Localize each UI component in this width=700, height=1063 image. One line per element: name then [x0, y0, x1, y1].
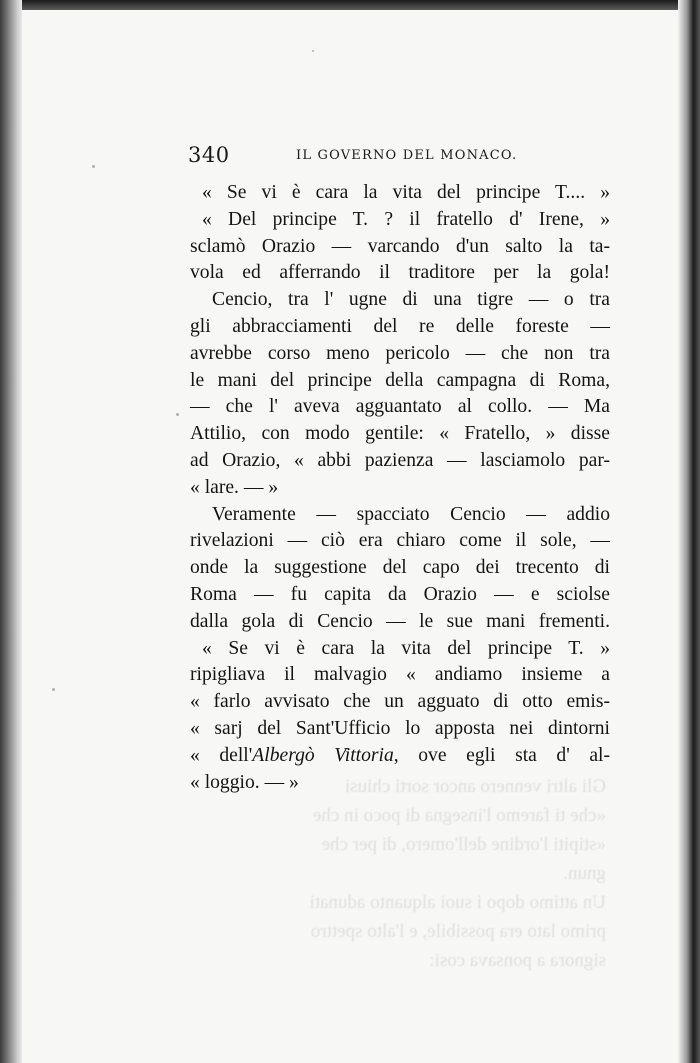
text-line: dalla gola di Cencio — le sue mani frementi. — [190, 610, 610, 632]
book-spine-edge — [0, 0, 22, 1063]
text-line: « loggio. — » — [190, 771, 299, 793]
text-line: Roma — fu capita da Orazio — e sciolse — [190, 583, 610, 605]
page-number: 340 — [188, 143, 230, 167]
text-line: Cencio, tra l' ugne di una tigre — o tra — [212, 289, 610, 311]
text-line: « farlo avvisato che un agguato di otto emis- — [190, 691, 610, 713]
text-line: Attilio, con modo gentile: « Fratello, » disse — [190, 423, 610, 445]
text-line-with-italic — [190, 743, 610, 770]
text-fragment: , ove egli sta d' al- — [393, 744, 610, 766]
paper-speck — [92, 165, 95, 168]
text-line: ad Orazio, « abbi pazienza — lasciamolo par- — [190, 449, 610, 471]
italic-place-name: Albergò Vittoria — [252, 744, 394, 766]
show-through-text: Gli altri vennero ancor sorti chiusi «che ti faremo l'insegna di poco in che «stipiti l'ordine dell'omero, di per che gnun. Un attimo dopo i suoi alquanto adunati primo lato era possibile, e l'alto spettro signora a ponsava cosi: — [309, 776, 606, 971]
text-line: sclamò Orazio — varcando d'un salto la ta- — [190, 235, 610, 257]
running-title: IL GOVERNO DEL MONACO. — [296, 148, 518, 163]
paper-speck — [176, 413, 179, 416]
text-line: « sarj del Sant'Ufficio lo apposta nei dintorni — [190, 717, 610, 739]
text-line: — che l' aveva agguantato al collo. — Ma — [190, 396, 610, 418]
text-line: « lare. — » — [190, 476, 279, 498]
paper-speck — [52, 688, 55, 691]
text-line: onde la suggestione del capo dei trecento di — [190, 557, 610, 579]
text-line: Veramente — spacciato Cencio — addio — [212, 503, 610, 525]
paper-speck — [312, 50, 314, 52]
text-line: « Se vi è cara la vita del principe T.... » — [202, 182, 610, 203]
body-text — [190, 180, 610, 796]
text-fragment: « dell' — [190, 744, 253, 766]
text-line: « Del principe T. ? il fratello d' Irene, » — [202, 208, 610, 230]
text-line: le mani del principe della campagna di Roma, — [190, 369, 610, 391]
text-line: gli abbracciamenti del re delle foreste — — [190, 315, 610, 337]
running-head — [188, 143, 608, 171]
text-line: avrebbe corso meno pericolo — che non tra — [190, 342, 610, 364]
text-line: ripigliava il malvagio « andiamo insieme a — [190, 664, 610, 686]
text-line: rivelazioni — ciò era chiaro come il sole, — — [190, 530, 610, 552]
text-line: vola ed afferrando il traditore per la gola! — [190, 262, 610, 284]
page-edge-right — [678, 0, 700, 1063]
text-line: « Se vi è cara la vita del principe T. » — [202, 637, 610, 659]
